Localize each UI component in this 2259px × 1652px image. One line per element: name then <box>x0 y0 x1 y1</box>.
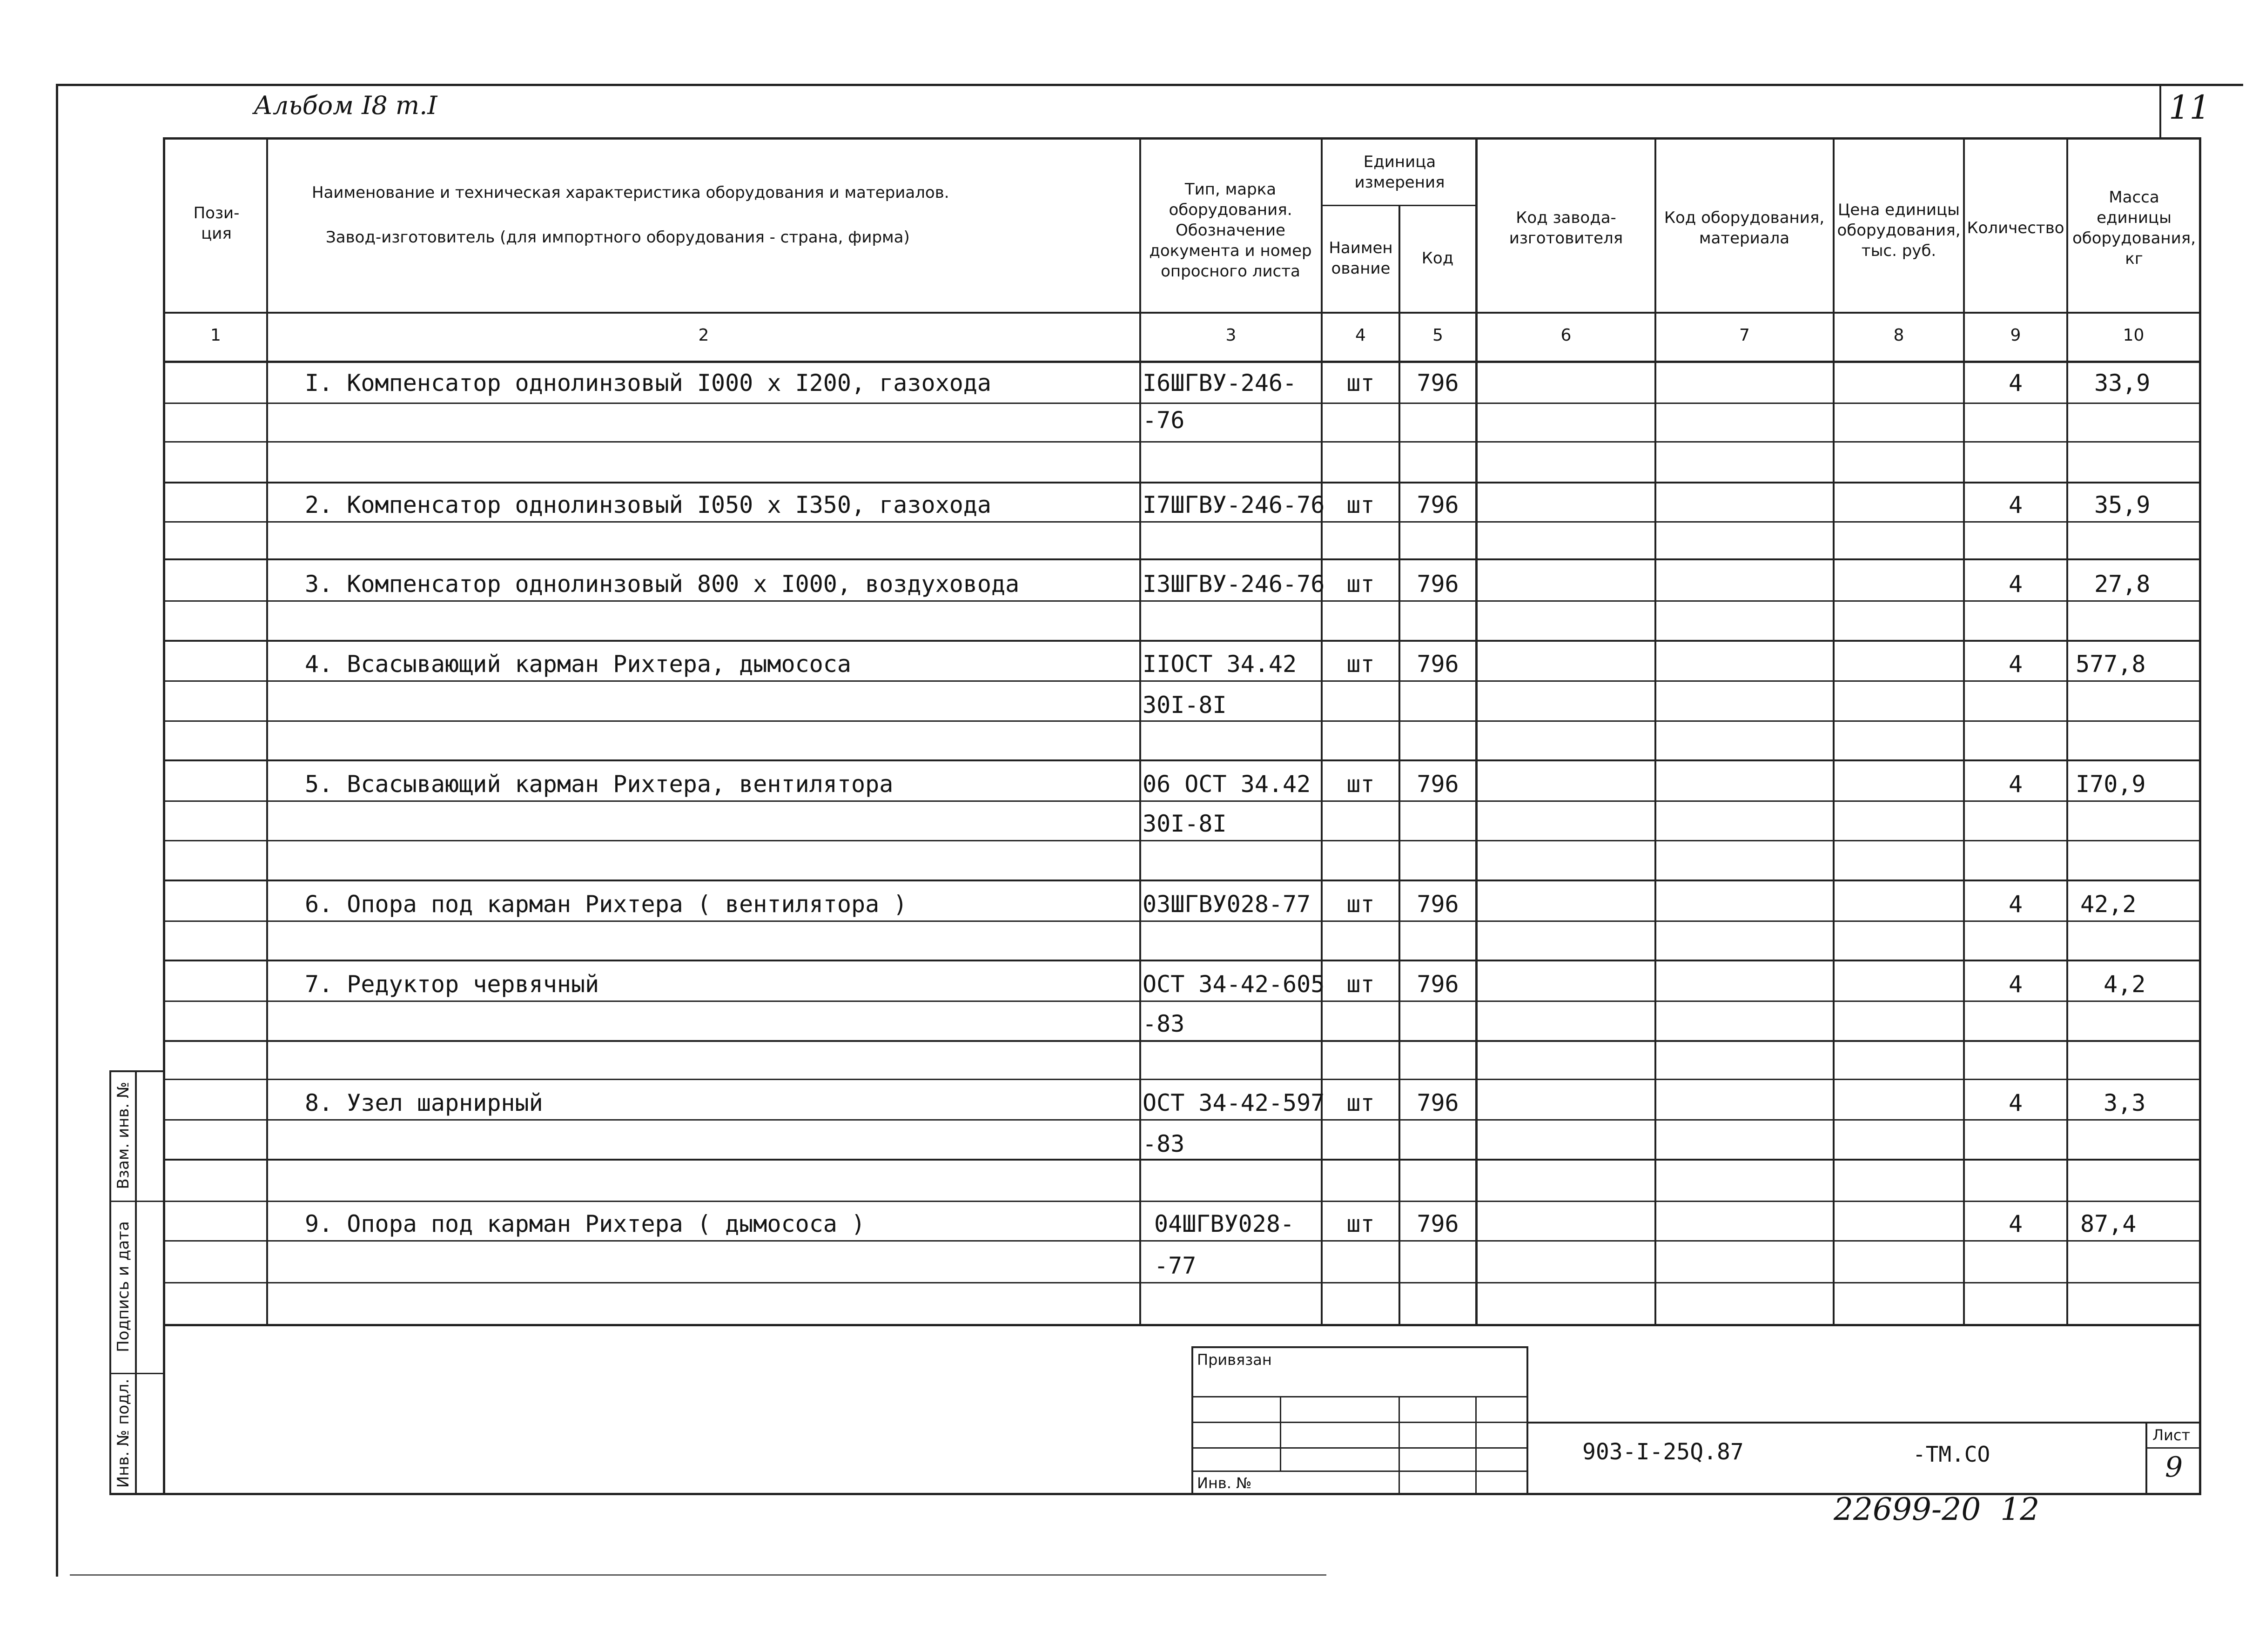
row-line <box>163 960 2201 961</box>
item-type: ОСТ 34-42-605 <box>1143 971 1325 998</box>
header-col2-line2: Завод-изготовитель (для импортного оборудования - страна, фирма) <box>326 228 910 247</box>
album-label: Альбом I8 т.I <box>254 91 437 120</box>
item-name: 3. Компенсатор однолинзовый 800 х I000, воздуховода <box>305 571 1020 598</box>
stamp-privyazan-top <box>1191 1346 1526 1348</box>
item-name: 7. Редуктор червячный <box>305 971 599 998</box>
item-type-cont: -76 <box>1143 407 1185 434</box>
item-type-cont: 30I-8I <box>1143 692 1227 719</box>
header-col5: Код <box>1421 249 1454 268</box>
sheet-number: 9 <box>2165 1451 2183 1484</box>
header-col9: Количество <box>1967 219 2064 237</box>
table-body-bottom <box>163 1324 2201 1326</box>
item-name: 6. Опора под карман Рихтера ( вентилятора ) <box>305 891 908 918</box>
stamp-grid-v2 <box>1398 1396 1400 1494</box>
item-mass: 577,8 <box>2076 651 2146 678</box>
vline-5 <box>1475 137 1478 1326</box>
item-mass: 42,2 <box>2080 891 2137 918</box>
outer-top-line <box>56 84 2243 86</box>
item-qty: 4 <box>2008 971 2023 998</box>
item-qty: 4 <box>2008 771 2023 798</box>
page-number-box-left <box>2159 85 2161 140</box>
table-right <box>2199 137 2201 1494</box>
item-unit: шт <box>1346 651 1375 678</box>
row-line <box>163 920 2201 922</box>
row-line <box>163 1159 2201 1161</box>
item-unit: шт <box>1346 1089 1375 1116</box>
colnum-6: 6 <box>1560 326 1572 345</box>
item-unit-code: 796 <box>1417 571 1459 598</box>
row-line <box>163 720 2201 722</box>
row-line <box>163 759 2201 761</box>
footer-number: 22699-20 12 <box>1834 1491 2040 1527</box>
vline-1 <box>266 137 268 1326</box>
unit-group-divider <box>1321 205 1477 206</box>
item-unit-code: 796 <box>1417 1210 1459 1237</box>
item-mass: 33,9 <box>2094 369 2151 396</box>
item-mass: 4,2 <box>2104 971 2146 998</box>
header-col1: Пози- ция <box>193 204 240 243</box>
item-unit: шт <box>1346 491 1375 518</box>
item-type-cont: -83 <box>1143 1130 1185 1157</box>
side-label-podpis: Подпись и дата <box>114 1221 133 1352</box>
item-unit: шт <box>1346 771 1375 798</box>
item-unit: шт <box>1346 571 1375 598</box>
item-mass: 27,8 <box>2094 571 2151 598</box>
row-line <box>163 1282 2201 1283</box>
item-name: 9. Опора под карман Рихтера ( дымососа ) <box>305 1210 866 1237</box>
item-name: 2. Компенсатор однолинзовый I050 х I350, газохода <box>305 491 992 518</box>
stamp-inv-no: Инв. № <box>1197 1474 1252 1492</box>
item-type-cont: 30I-8I <box>1143 810 1227 837</box>
table-top <box>163 137 2201 140</box>
header-col8: Цена единицы оборудования, тыс. руб. <box>1837 201 1961 260</box>
vline-2 <box>1139 137 1141 1326</box>
stamp-privyazan-label: Привязан <box>1197 1351 1272 1369</box>
vline-9 <box>2066 137 2068 1326</box>
stamp-grid-v3 <box>1475 1396 1477 1494</box>
side-label-vzam: Взам. инв. № <box>114 1081 133 1189</box>
doc-suffix: -ТМ.СО <box>1913 1442 1990 1467</box>
item-unit: шт <box>1346 369 1375 396</box>
colnum-2: 2 <box>698 326 709 345</box>
header-unit-group: Единица измерения <box>1354 153 1445 192</box>
colnum-bottom <box>163 361 2201 363</box>
item-unit: шт <box>1346 1210 1375 1237</box>
item-unit: шт <box>1346 971 1375 998</box>
item-unit-code: 796 <box>1417 1089 1459 1116</box>
item-type-cont: -77 <box>1154 1252 1197 1279</box>
row-line <box>163 521 2201 523</box>
item-qty: 4 <box>2008 891 2023 918</box>
sheet-label: Лист <box>2152 1426 2191 1444</box>
item-mass: 87,4 <box>2080 1210 2137 1237</box>
item-mass: I70,9 <box>2076 771 2146 798</box>
row-line <box>163 640 2201 642</box>
item-type: 06 ОСТ 34.42 <box>1143 771 1311 798</box>
header-col2-line1: Наименование и техническая характеристика оборудования и материалов. <box>312 183 949 202</box>
row-line <box>163 441 2201 443</box>
item-name: 4. Всасывающий карман Рихтера, дымососа <box>305 651 851 678</box>
page-number: 11 <box>2169 88 2211 127</box>
item-name: I. Компенсатор однолинзовый I000 х I200, газохода <box>305 369 992 396</box>
row-line <box>163 1119 2201 1121</box>
item-type: IIОСТ 34.42 <box>1143 651 1297 678</box>
row-line <box>163 840 2201 841</box>
item-type: ОСТ 34-42-597 <box>1143 1089 1325 1116</box>
item-qty: 4 <box>2008 1210 2023 1237</box>
item-type: I7ШГВУ-246-76 <box>1143 491 1325 518</box>
item-unit-code: 796 <box>1417 891 1459 918</box>
side-label-inv-podl: Инв. № подл. <box>114 1378 133 1488</box>
colnum-4: 4 <box>1355 326 1366 345</box>
sheet-box-mid <box>2145 1447 2201 1449</box>
outer-left-line <box>56 84 58 1577</box>
stamp-privyazan-left <box>1191 1346 1193 1495</box>
side-strip-mid <box>135 1070 137 1494</box>
row-line <box>163 1040 2201 1042</box>
item-unit-code: 796 <box>1417 771 1459 798</box>
item-unit-code: 796 <box>1417 651 1459 678</box>
row-line <box>163 1240 2201 1242</box>
item-type: I6ШГВУ-246- <box>1143 369 1297 396</box>
row-line <box>163 680 2201 682</box>
row-line <box>163 880 2201 881</box>
colnum-5: 5 <box>1432 326 1443 345</box>
header-col10: Масса единицы оборудования, кг <box>2072 188 2196 268</box>
colnum-7: 7 <box>1739 326 1750 345</box>
item-qty: 4 <box>2008 571 2023 598</box>
row-line <box>163 1201 2201 1202</box>
item-name: 8. Узел шарнирный <box>305 1089 543 1116</box>
row-line <box>163 1001 2201 1002</box>
item-mass: 3,3 <box>2104 1089 2146 1116</box>
colnum-9: 9 <box>2010 326 2021 345</box>
header-col6: Код завода-изготовителя <box>1509 208 1623 248</box>
row-line <box>163 600 2201 602</box>
header-col4: Наименование <box>1329 239 1393 278</box>
side-strip-div1 <box>109 1201 164 1202</box>
item-name: 5. Всасывающий карман Рихтера, вентилятора <box>305 771 894 798</box>
row-line <box>163 800 2201 802</box>
item-type: 04ШГВУ028- <box>1154 1210 1295 1237</box>
vline-6 <box>1654 137 1656 1326</box>
item-mass: 35,9 <box>2094 491 2151 518</box>
item-type-cont: -83 <box>1143 1010 1185 1037</box>
item-unit: шт <box>1346 891 1375 918</box>
item-qty: 4 <box>2008 369 2023 396</box>
item-qty: 4 <box>2008 1089 2023 1116</box>
item-qty: 4 <box>2008 651 2023 678</box>
header-bottom <box>163 312 2201 314</box>
row-line <box>163 1079 2201 1080</box>
colnum-3: 3 <box>1225 326 1237 345</box>
item-type: I3ШГВУ-246-76 <box>1143 571 1325 598</box>
doc-code: 903-I-25Q.87 <box>1582 1439 1744 1465</box>
title-block-top <box>1526 1422 2201 1424</box>
sheet-box-left <box>2145 1422 2147 1494</box>
vline-8 <box>1963 137 1965 1326</box>
colnum-8: 8 <box>1893 326 1904 345</box>
item-qty: 4 <box>2008 491 2023 518</box>
item-type: 03ШГВУ028-77 <box>1143 891 1311 918</box>
vline-3 <box>1321 137 1323 1326</box>
item-unit-code: 796 <box>1417 491 1459 518</box>
vline-7 <box>1833 137 1835 1326</box>
item-unit-code: 796 <box>1417 369 1459 396</box>
colnum-10: 10 <box>2123 326 2145 345</box>
row-line <box>163 558 2201 560</box>
row-line <box>163 482 2201 484</box>
colnum-1: 1 <box>210 326 221 345</box>
item-unit-code: 796 <box>1417 971 1459 998</box>
header-col3: Тип, марка оборудования. Обозначение документа и номер опросного листа <box>1149 180 1312 281</box>
outer-bottom-line <box>70 1574 1326 1576</box>
header-col7: Код оборудования, материала <box>1664 208 1825 248</box>
stamp-grid-v1 <box>1280 1396 1281 1471</box>
side-strip-left <box>109 1070 111 1494</box>
stamp-privyazan-right <box>1526 1346 1528 1495</box>
row-line <box>163 403 2201 404</box>
